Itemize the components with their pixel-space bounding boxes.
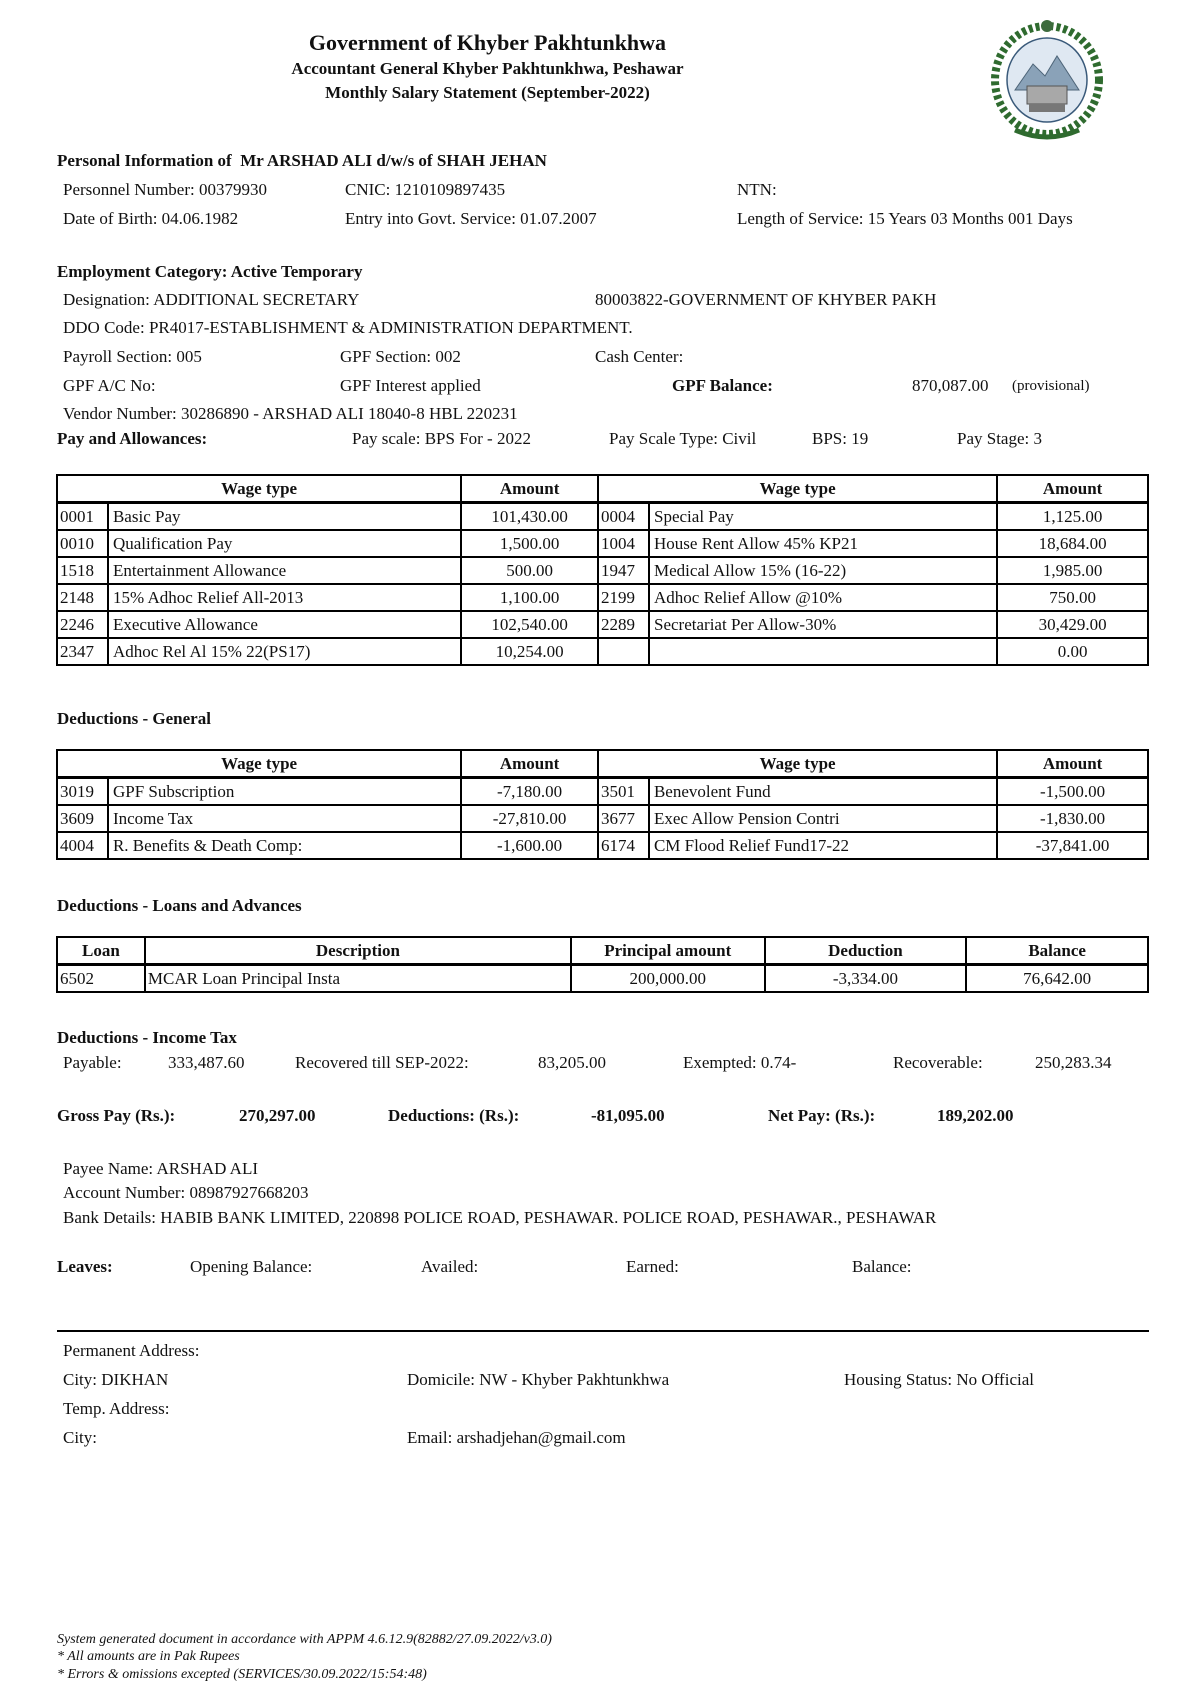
wage-description: Basic Pay [108, 503, 461, 531]
permanent-address: Permanent Address: [63, 1341, 200, 1360]
wage-amount: -37,841.00 [997, 832, 1148, 859]
wage-amount: 0.00 [997, 638, 1148, 665]
wage-description: Entertainment Allowance [108, 557, 461, 584]
column-header: Amount [997, 750, 1148, 778]
wage-code: 0001 [57, 503, 108, 531]
designation: Designation: ADDITIONAL SECRETARY [63, 290, 360, 309]
gpf-balance-value: 870,087.00 [912, 376, 989, 395]
wage-code: 2199 [598, 584, 649, 611]
loan-principal: 200,000.00 [571, 965, 765, 993]
wage-amount: 10,254.00 [461, 638, 598, 665]
column-header: Amount [997, 475, 1148, 503]
personal-info-heading [57, 151, 547, 171]
wage-code: 3677 [598, 805, 649, 832]
column-header: Loan [57, 937, 145, 965]
statement-title: Monthly Salary Statement (September-2022) [325, 83, 650, 102]
loan-deduction: -3,334.00 [765, 965, 967, 993]
wage-description: Special Pay [649, 503, 997, 531]
column-header: Wage type [57, 750, 461, 778]
column-header: Balance [966, 937, 1148, 965]
wage-code: 6174 [598, 832, 649, 859]
column-header: Wage type [598, 750, 997, 778]
total-deductions-label: Deductions: (Rs.): [388, 1106, 520, 1125]
pay-allowances-table [56, 474, 1149, 666]
gpf-section: GPF Section: 002 [340, 347, 461, 366]
column-header: Wage type [57, 475, 461, 503]
gpf-account-number: GPF A/C No: [63, 376, 156, 395]
wage-amount: 500.00 [461, 557, 598, 584]
entry-into-service: Entry into Govt. Service: 01.07.2007 [345, 209, 597, 228]
column-header: Amount [461, 475, 598, 503]
wage-description: Qualification Pay [108, 530, 461, 557]
wage-description: Benevolent Fund [649, 778, 997, 806]
wage-amount: -7,180.00 [461, 778, 598, 806]
tax-recoverable-value: 250,283.34 [1035, 1053, 1112, 1072]
wage-description: GPF Subscription [108, 778, 461, 806]
net-pay-value: 189,202.00 [937, 1106, 1014, 1125]
tax-exempted: Exempted: 0.74- [683, 1053, 797, 1072]
column-header: Description [145, 937, 571, 965]
wage-code: 0004 [598, 503, 649, 531]
loan-description: MCAR Loan Principal Insta [145, 965, 571, 993]
date-of-birth: Date of Birth: 04.06.1982 [63, 209, 239, 228]
wage-description: CM Flood Relief Fund17-22 [649, 832, 997, 859]
wage-amount: 1,125.00 [997, 503, 1148, 531]
table-row [57, 557, 1148, 584]
gpf-balance-label: GPF Balance: [672, 376, 773, 395]
tax-recovered-value: 83,205.00 [538, 1053, 606, 1072]
ddo-code: DDO Code: PR4017-ESTABLISHMENT & ADMINISTRATION DEPARTMENT. [63, 318, 633, 337]
wage-description: Income Tax [108, 805, 461, 832]
personnel-number: Personnel Number: 00379930 [63, 180, 267, 199]
wage-amount: 750.00 [997, 584, 1148, 611]
cnic: CNIC: 1210109897435 [345, 180, 506, 199]
leave-balance: Balance: [852, 1257, 912, 1276]
table-row [57, 503, 1148, 531]
pay-scale: Pay scale: BPS For - 2022 [352, 429, 531, 448]
income-tax-heading: Deductions - Income Tax [57, 1028, 237, 1047]
loan-balance: 76,642.00 [966, 965, 1148, 993]
bank-details: Bank Details: HABIB BANK LIMITED, 220898 POLICE ROAD, PESHAWAR. POLICE ROAD, PESHAWAR., PESHAWAR [63, 1208, 937, 1227]
bps: BPS: 19 [812, 429, 869, 448]
section-divider [57, 1330, 1149, 1332]
wage-description: Adhoc Relief Allow @10% [649, 584, 997, 611]
wage-amount: -1,830.00 [997, 805, 1148, 832]
kp-government-emblem-icon [985, 12, 1110, 142]
wage-code: 2148 [57, 584, 108, 611]
office-subtitle: Accountant General Khyber Pakhtunkhwa, Peshawar [291, 59, 684, 78]
gpf-interest: GPF Interest applied [340, 376, 481, 395]
table-row [57, 584, 1148, 611]
column-header: Deduction [765, 937, 967, 965]
loans-heading: Deductions - Loans and Advances [57, 896, 302, 915]
wage-description: House Rent Allow 45% KP21 [649, 530, 997, 557]
wage-code [598, 638, 649, 665]
wage-amount: -1,600.00 [461, 832, 598, 859]
wage-code: 4004 [57, 832, 108, 859]
wage-code: 0010 [57, 530, 108, 557]
pay-stage: Pay Stage: 3 [957, 429, 1042, 448]
total-deductions-value: -81,095.00 [591, 1106, 665, 1125]
payee-name: Payee Name: ARSHAD ALI [63, 1159, 259, 1178]
tax-recovered-label: Recovered till SEP-2022: [295, 1053, 469, 1072]
wage-description: 15% Adhoc Relief All-2013 [108, 584, 461, 611]
wage-code: 3501 [598, 778, 649, 806]
table-row [57, 611, 1148, 638]
wage-amount: 30,429.00 [997, 611, 1148, 638]
column-header: Principal amount [571, 937, 765, 965]
pay-allowances-heading: Pay and Allowances: [57, 429, 208, 448]
table-row [57, 778, 1148, 806]
gpf-balance-note: (provisional) [1012, 378, 1090, 394]
wage-code: 2347 [57, 638, 108, 665]
wage-amount: 101,430.00 [461, 503, 598, 531]
table-row [57, 530, 1148, 557]
page-title: Government of Khyber Pakhtunkhwa [308, 30, 667, 55]
housing-status: Housing Status: No Official [844, 1370, 1034, 1389]
table-header-row [57, 937, 1148, 965]
personal-heading-label: Personal Information of [57, 151, 232, 170]
column-header: Wage type [598, 475, 997, 503]
length-of-service: Length of Service: 15 Years 03 Months 001 Days [737, 209, 1073, 228]
loan-code: 6502 [57, 965, 145, 993]
wage-code: 3609 [57, 805, 108, 832]
temp-city: City: [63, 1428, 98, 1447]
cash-center: Cash Center: [595, 347, 684, 366]
domicile: Domicile: NW - Khyber Pakhtunkhwa [407, 1370, 670, 1389]
leave-earned: Earned: [626, 1257, 679, 1276]
wage-description: Executive Allowance [108, 611, 461, 638]
deductions-general-table [56, 749, 1149, 860]
permanent-city: City: DIKHAN [63, 1370, 169, 1389]
footer-errors-note: * Errors & omissions excepted (SERVICES/30.09.2022/15:54:48) [57, 1667, 427, 1682]
wage-code: 1518 [57, 557, 108, 584]
wage-description [649, 638, 997, 665]
wage-description: R. Benefits & Death Comp: [108, 832, 461, 859]
wage-description: Secretariat Per Allow-30% [649, 611, 997, 638]
leave-availed: Availed: [421, 1257, 479, 1276]
footer-system-note: System generated document in accordance with APPM 4.6.12.9(82882/27.09.2022/v3.0) [57, 1632, 552, 1647]
column-header: Amount [461, 750, 598, 778]
pay-scale-type: Pay Scale Type: Civil [609, 429, 757, 448]
table-row [57, 805, 1148, 832]
leave-opening-balance: Opening Balance: [190, 1257, 313, 1276]
wage-amount: 18,684.00 [997, 530, 1148, 557]
deductions-general-heading: Deductions - General [57, 709, 211, 728]
temp-address: Temp. Address: [63, 1399, 170, 1418]
gross-pay-value: 270,297.00 [239, 1106, 316, 1125]
employee-name: Mr ARSHAD ALI d/w/s of SHAH JEHAN [240, 151, 547, 170]
wage-amount: 102,540.00 [461, 611, 598, 638]
leaves-label: Leaves: [57, 1257, 113, 1276]
organization: 80003822-GOVERNMENT OF KHYBER PAKH [595, 290, 937, 309]
wage-amount: -27,810.00 [461, 805, 598, 832]
wage-description: Medical Allow 15% (16-22) [649, 557, 997, 584]
wage-code: 2246 [57, 611, 108, 638]
table-header-row [57, 475, 1148, 503]
email: Email: arshadjehan@gmail.com [407, 1428, 626, 1447]
loans-table [56, 936, 1149, 993]
tax-recoverable-label: Recoverable: [893, 1053, 983, 1072]
employment-category: Employment Category: Active Temporary [57, 262, 363, 281]
gross-pay-label: Gross Pay (Rs.): [57, 1106, 176, 1125]
wage-code: 3019 [57, 778, 108, 806]
table-row [57, 965, 1148, 993]
wage-amount: 1,985.00 [997, 557, 1148, 584]
ntn: NTN: [737, 180, 777, 199]
wage-amount: 1,100.00 [461, 584, 598, 611]
table-row [57, 638, 1148, 665]
tax-payable-label: Payable: [63, 1053, 122, 1072]
tax-payable-value: 333,487.60 [168, 1053, 245, 1072]
table-row [57, 832, 1148, 859]
table-header-row [57, 750, 1148, 778]
vendor-number: Vendor Number: 30286890 - ARSHAD ALI 18040-8 HBL 220231 [63, 404, 518, 423]
wage-code: 1004 [598, 530, 649, 557]
footer-currency-note: * All amounts are in Pak Rupees [57, 1649, 240, 1664]
account-number: Account Number: 08987927668203 [63, 1183, 309, 1202]
wage-code: 1947 [598, 557, 649, 584]
wage-amount: 1,500.00 [461, 530, 598, 557]
wage-code: 2289 [598, 611, 649, 638]
net-pay-label: Net Pay: (Rs.): [768, 1106, 876, 1125]
wage-description: Adhoc Rel Al 15% 22(PS17) [108, 638, 461, 665]
wage-amount: -1,500.00 [997, 778, 1148, 806]
wage-description: Exec Allow Pension Contri [649, 805, 997, 832]
payroll-section: Payroll Section: 005 [63, 347, 202, 366]
